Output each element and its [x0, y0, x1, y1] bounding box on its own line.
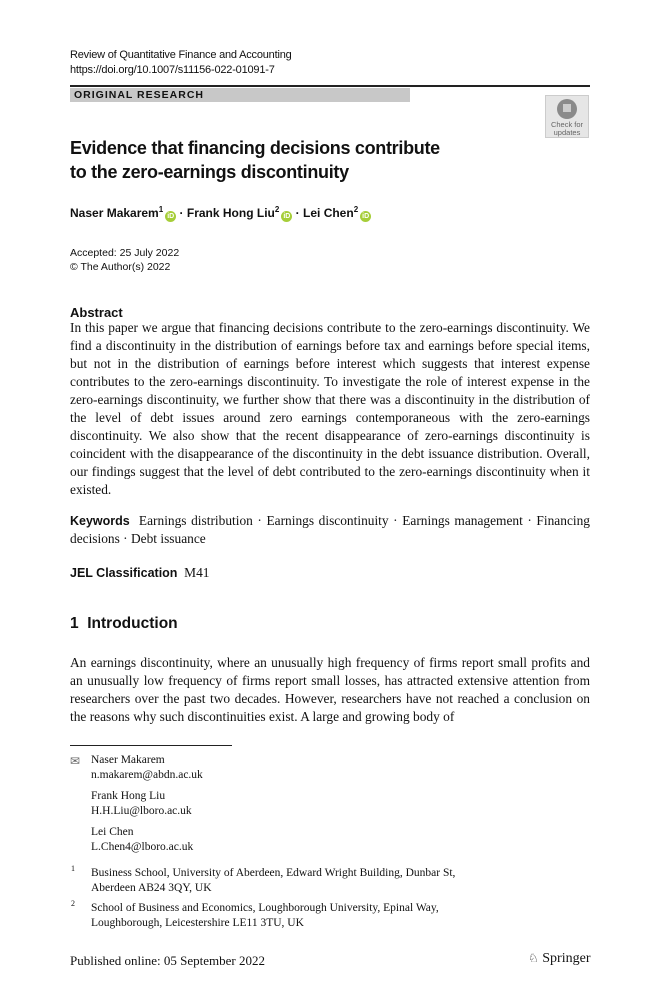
affiliation-line: Loughborough, Leicestershire LE11 3TU, UK: [91, 917, 304, 929]
affiliation-line: Aberdeen AB24 3QY, UK: [91, 882, 212, 894]
author-list: [70, 205, 371, 222]
section-heading-introduction: 1 Introduction: [70, 615, 178, 632]
keywords: [70, 512, 590, 548]
accepted-date: Accepted: 25 July 2022: [70, 247, 180, 259]
doi-link[interactable]: https://doi.org/10.1007/s11156-022-01091-7: [70, 64, 275, 76]
author-name: Lei Chen: [303, 206, 354, 220]
abstract-heading: Abstract: [70, 305, 123, 320]
keywords-label: Keywords: [70, 514, 130, 528]
abstract-text: In this paper we argue that financing decisions contribute to the zero-earnings discontinuity. We find a discontinuity in the distribution of earnings before tax and earnings before special items, but not in the distribution of earnings before interest which suggests that interest expense contributes to the zero-earnings discontinuity. To investigate the role of interest expense in the zero-earnings discontinuity, we further show that there was a discontinuity in the distribution of the level of debt issues around zero earnings contemporaneous with the zero-earnings discontinuity. We also show that the recent disappearance of zero-earnings discontinuity is coincident with the disappearance of the discontinuity in the debt issuance distribution. Overall, our findings suggest that the level of debt contributed to the zero-earnings discontinuity when it existed.: [70, 320, 590, 497]
separator: ·: [179, 206, 184, 220]
contact-email[interactable]: n.makarem@abdn.ac.uk: [91, 769, 203, 781]
jel-code: M41: [184, 565, 210, 580]
title-line1: Evidence that financing decisions contribute: [70, 138, 440, 158]
introduction-text: An earnings discontinuity, where an unusually high frequency of firms report small profits and an unusually low frequency of firms report small losses, has attracted extensive attention from researchers over the past two decades. However, researchers have not reached a conclusion on the reasons why such discontinuities exist. A large and growing body of: [70, 655, 590, 724]
author-name: Naser Makarem: [70, 206, 159, 220]
separator: ·: [295, 206, 300, 220]
article-title: [70, 136, 440, 184]
published-date: Published online: 05 September 2022: [70, 953, 265, 968]
orcid-icon[interactable]: iD: [362, 213, 370, 220]
affiliation-line: School of Business and Economics, Loughborough University, Epinal Way,: [91, 902, 439, 914]
journal-name: Review of Quantitative Finance and Accounting: [70, 49, 292, 61]
springer-horse-icon: ♘: [528, 951, 539, 965]
footnote-rule: [70, 745, 232, 746]
author-affiliation-mark: 2: [353, 205, 359, 214]
contact-name: Lei Chen: [91, 826, 134, 838]
orcid-icon[interactable]: iD: [283, 213, 291, 220]
contact-list: [91, 753, 203, 855]
orcid-icon[interactable]: iD: [167, 213, 175, 220]
header-rule: [70, 85, 590, 87]
affiliation-line: Business School, University of Aberdeen, Edward Wright Building, Dunbar St,: [91, 867, 456, 879]
jel-classification: [70, 564, 590, 582]
publisher-name: Springer: [542, 951, 591, 966]
jel-label: JEL Classification: [70, 566, 178, 580]
badge-line1: Check for: [550, 120, 584, 129]
contact-name: Frank Hong Liu: [91, 790, 166, 802]
affiliation: [91, 866, 455, 896]
affiliation-number: 2: [71, 899, 75, 908]
author-affiliation-mark: 2: [274, 205, 280, 214]
author-affiliation-mark: 1: [158, 205, 164, 214]
contact-email[interactable]: H.H.Liu@lboro.ac.uk: [91, 805, 192, 817]
author-name: Frank Hong Liu: [186, 206, 275, 220]
article-type: ORIGINAL RESEARCH: [70, 88, 410, 102]
contact-email[interactable]: L.Chen4@lboro.ac.uk: [91, 841, 194, 853]
title-line2: to the zero-earnings discontinuity: [70, 162, 349, 182]
springer-logo: [528, 951, 590, 967]
affiliation-number: 1: [71, 864, 75, 873]
badge-line2: updates: [553, 128, 581, 137]
affiliation: [91, 901, 439, 931]
envelope-icon: ✉: [70, 754, 81, 768]
check-for-updates-badge[interactable]: [545, 95, 589, 138]
copyright: © The Author(s) 2022: [70, 261, 171, 273]
keywords-text: Earnings distribution · Earnings discontinuity · Earnings management · Financing decisions · Debt issuance: [70, 513, 590, 546]
contact-name: Naser Makarem: [91, 754, 165, 766]
bookmark-icon: [557, 99, 577, 119]
